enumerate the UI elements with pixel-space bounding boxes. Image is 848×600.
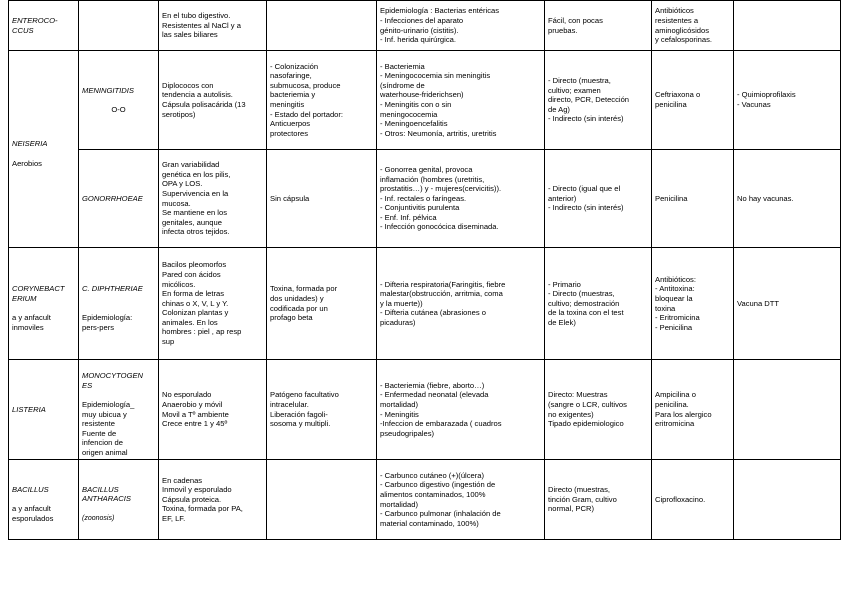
virulence-cell [267,460,377,540]
table-row [9,51,841,150]
species-note: Epidemiología: pers-pers [82,313,133,332]
diagnosis-cell: - Directo (muestra, cultivo; examen directo, PCR, Detección de Ag) - Indirecto (sin interés) [545,51,652,150]
epidemiology-cell: - Carbunco cutáneo (+)(úlcera) - Carbunco digestivo (ingestión de alimentos contaminados, 100% mortalidad) - Carbunco pulmonar (inhalación de material contaminado, 100%) [377,460,545,540]
genus-cell: LISTERIA [9,360,79,460]
species-cell [79,1,159,51]
treatment-cell: Penicilina [652,150,734,248]
characteristics-cell: No esporulado Anaerobio y móvil Movil a Tº ambiente Crece entre 1 y 45º [159,360,267,460]
diagnosis-cell: Directo (muestras, tinción Gram, cultivo normal, PCR) [545,460,652,540]
diagnosis-cell: Fácil, con pocas pruebas. [545,1,652,51]
species-name: BACILLUS ANTHARACIS [82,484,131,504]
treatment-cell: Ciprofloxacino. [652,460,734,540]
prevention-cell [734,1,841,51]
species-cell [79,360,159,460]
species-note: (zoonosis) [82,515,115,523]
genus-note: a y anfacult inmoviles [12,313,51,332]
species-cell [79,460,159,540]
table-row [9,360,841,460]
species-name: MONOCYTOGEN ES [82,371,144,390]
genus-cell [9,460,79,540]
epidemiology-cell: - Gonorrea genital, provoca inflamación (hombres (uretritis, prostatitis…) y - mujeres(cervicitis)). - Inf. rectales o faríngeas. - Conjuntivitis purulenta - Enf. Inf. pélvica - Infección gonocócica diseminada. [377,150,545,248]
species-name: MENINGITIDIS [82,85,134,95]
characteristics-cell: Bacilos pleomorfos Pared con ácidos micólicos. En forma de letras chinas o X, V, L y Y. Colonizan plantas y animales. En los hombres : piel , ap resp sup [159,248,267,360]
prevention-cell: No hay vacunas. [734,150,841,248]
characteristics-cell: En el tubo digestivo. Resistentes al NaCl y a las sales biliares [159,1,267,51]
genus-name: BACILLUS [12,485,49,495]
characteristics-cell: Diplococos con tendencia a autolisis. Cápsula polisacárida (13 serotipos) [159,51,267,150]
prevention-cell [734,460,841,540]
species-cell [79,248,159,360]
table-row [9,1,841,51]
diagnosis-cell: Directo: Muestras (sangre o LCR, cultivos no exigentes) Tipado epidemiologico [545,360,652,460]
characteristics-cell: En cadenas Inmovil y esporulado Cápsula proteica. Toxina, formada por PA, EF, LF. [159,460,267,540]
species-cell: GONORRHOEAE [79,150,159,248]
species-subtitle: O-O [111,104,126,114]
diagnosis-cell: - Directo (igual que el anterior) - Indirecto (sin interés) [545,150,652,248]
virulence-cell: Sin cápsula [267,150,377,248]
genus-cell [9,248,79,360]
treatment-cell: Antibióticos resistentes a aminoglicósidos y cefalosporinas. [652,1,734,51]
genus-name: NEISERIA [12,139,48,149]
virulence-cell [267,1,377,51]
virulence-cell: Patógeno facultativo intracelular. Liberación fagoli- sosoma y multipli. [267,360,377,460]
prevention-cell [734,360,841,460]
bacteria-summary-table [8,0,841,540]
genus-note: a y anfacult esporulados [12,504,54,523]
genus-cell [9,51,79,248]
genus-note: Aerobios [12,158,42,168]
epidemiology-cell: - Difteria respiratoria(Faringitis, fiebre malestar(obstrucción, arritmia, coma y la muerte)) - Difteria cutánea (abrasiones o picaduras) [377,248,545,360]
table-row [9,460,841,540]
genus-name: CORYNEBACT ERIUM [12,284,65,303]
treatment-cell: Ampicilina o penicilina. Para los alergico eritromicina [652,360,734,460]
virulence-cell: Toxina, formada por dos unidades) y codificada por un profago beta [267,248,377,360]
species-note: Epidemiología_ muy ubicua y resistente Fuente de infencion de origen animal [82,399,135,457]
treatment-cell: Ceftriaxona o penicilina [652,51,734,150]
table-row [9,248,841,360]
genus-cell: ENTEROCO- CCUS [9,1,79,51]
epidemiology-cell: - Bacteriemia - Meningococemia sin meningitis (síndrome de waterhouse-friderichsen) - Meningitis con o sin meningococemia - Meningoencefalitis - Otros: Neumonía, artritis, uretritis [377,51,545,150]
table-row [9,150,841,248]
species-name: C. DIPHTHERIAE [82,284,143,294]
prevention-cell: - Quimioprofilaxis - Vacunas [734,51,841,150]
species-cell [79,51,159,150]
virulence-cell: - Colonización nasofaringe, submucosa, produce bacteriemia y meningitis - Estado del portador: Anticuerpos protectores [267,51,377,150]
treatment-cell: Antibióticos: - Antitoxina: bloquear la toxina - Eritromicina - Penicilina [652,248,734,360]
epidemiology-cell: Epidemiología : Bacterias entéricas - Infecciones del aparato génito-urinario (cistitis). - Inf. herida quirúrgica. [377,1,545,51]
characteristics-cell: Gran variabilidad genética en los pilis, OPA y LOS. Supervivencia en la mucosa. Se mantiene en los genitales, aunque infecta otros tejidos. [159,150,267,248]
diagnosis-cell: - Primario - Directo (muestras, cultivo; demostración de la toxina con el test de Elek) [545,248,652,360]
prevention-cell: Vacuna DTT [734,248,841,360]
epidemiology-cell: - Bacteriemia (fiebre, aborto…) - Enfermedad neonatal (elevada mortalidad) - Meningitis -Infeccion de embarazada ( cuadros pseudogripales) [377,360,545,460]
